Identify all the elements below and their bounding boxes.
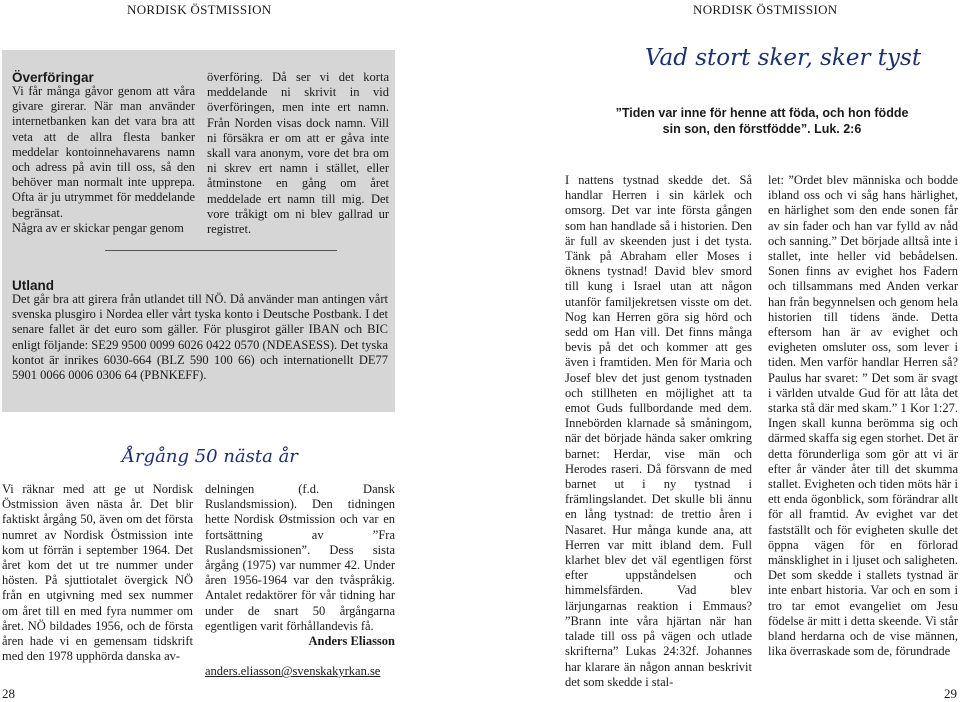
bible-quote: ”Tiden var inne för henne att föda, och hon födde sin son, den förstfödde”. Luk. 2:6 [615, 106, 909, 136]
year50-col2: delningen (f.d. Dansk Ruslandsmission). Den tidningen hette Nordisk Østmission och var en fortsättning av ”Fra Ruslandsmissionen”. Dess sista årgång (1975) var nummer 42. Under åren 1956-1964 var den tvåspråkig. Antalet redaktörer för vår tidning har under de snart 50 årgångarna egentligen varit förhållandevis få. [205, 482, 395, 633]
right-col1: I nattens tystnad skedde det. Så handlar Herren i sin kärlek och omsorg. Det var inte första gången som han handlade så i historien. Den är full av skeenden just i det tysta. Tänk på Abraham eller Moses i öknens tystnad! David blev smord till kung i Israel utan att någon utanför familjekretsen visste om det. Nog kan Herren göra sig hörd och sedd om Han vill. Det finns många bevis på det och kommer att ges även i framtiden. Men för Maria och Josef blev det just genom tystnaden och stillheten en möjlighet att ta emot Guds fullbordande med dem. Innebörden klarnade så småningom, när det började hända saker omkring barnet: Herdar, vise män och Herodes raseri. Då försvann de med barnet ut i ny tystnad i främlingslandet. Det skulle bli ännu en lång tystnad: de trettio åren i Nasaret. Hur många kunde ana, att Herren var mitt ibland dem. Full klarhet blev det väl egentligen först efter uppståndelsen och himmelsfärden. Vad blev lärjungarnas reaktion i Emmaus? ”Brann inte våra hjärtan när han talade till oss på vägen och utlade skrifterna” Lukas 24:32f. Johannes har klarare än någon annan beskrivit det som skedde i stal- [565, 173, 752, 689]
abroad-heading: Utland [12, 278, 54, 293]
right-running-header: NORDISK ÖSTMISSION [693, 2, 838, 17]
year50-col2-block [205, 482, 395, 679]
signature: Anders Eliasson [308, 634, 395, 649]
transfers-col1: Vi får många gåvor genom att våra givare girerar. När man använder internetbanken kan det vara bra att veta att de allra flesta banker meddelar kontoinnehavarens namn och adress på avin till oss, så den behöver man normalt inte upprepa. Ofta är ju utrymmet för meddelande begränsat. Några av er skickar pengar genom [12, 84, 195, 235]
right-page-number: 29 [944, 686, 957, 701]
abroad-body: Det går bra att girera från utlandet till NÖ. Då använder man antingen vårt svenska plusgiro i Nordea eller vårt tyska konto i Deutsche Postbank. I det senare fallet är det euro som gäller. För plusgirot gäller IBAN och BIC enligt följande: SE29 9500 0099 6026 0422 0570 (NDEASESS). Det tyska kontot är inrikes 6030-664 (BLZ 590 100 66) och internationellt DE77 5901 0066 0006 0306 64 (PBNKEFF). [12, 292, 388, 383]
right-col2: let: ”Ordet blev människa och bodde ibland oss och vi såg hans härlighet, en härlighet som den ende sonen får av sin fader och han var fylld av nåd och sanning.” Det började alltså inte i stallet, inte heller vid bebådelsen. Sonen finns av evighet hos Fadern och tillsammans med Anden verkar han från begynnelsen och genom hela historien till tidens ände. Detta eftersom han är av evighet och evigheten omsluter oss, som lever i tiden. Men varför handlar Herren så? Paulus har svaret: ” Det som är svagt i världen utvalde Gud för att låta det starka stå där med skam.” 1 Kor 1:27. Ingen skall kunna berömma sig och därmed skaffa sig egen storhet. Det är detta förunderliga som gör att vi är efter år vänder åter till det skumma stallet. Evigheten och tiden möts här i ett enda ögonblick, som förändrar allt för all framtid. Av evighet var det fastställt och för evigheten skulle det öppna vägen för en förlorad mänsklighet in i ljuset och saligheten. Det som skedde i stallets tystnad är inte enbart historia. Var och en som i tro tar emot evangeliet om Jesu födelse är mitt i detta skeende. Vi står bland herdarna och de vise männen, lika överraskade som de, förundrade [768, 173, 958, 659]
year50-heading: Årgång 50 nästa år [122, 446, 298, 467]
transfers-col1-last: Några av er skickar pengar genom [12, 220, 184, 235]
left-page-number: 28 [2, 686, 15, 701]
right-title: Vad stort sker, sker tyst [645, 45, 922, 71]
year50-col1: Vi räknar med att ge ut Nordisk Östmission även nästa år. Det blir faktiskt årgång 50, även om det första numret av Nordisk Östmission inte kom ut förrän i september 1964. Det året kom det ut tre nummer under hösten. På sjuttiotalet övergick NÖ från en utgivning med sex nummer om året till en med fyra nummer om året. NÖ bildades 1956, och de första åren hade vi en gemensam tidskrift med den 1978 upphörda danska av- [2, 482, 193, 664]
divider-line [105, 250, 337, 251]
email-link-wrap [205, 664, 395, 679]
transfers-col2: överföring. Då ser vi det korta meddelande ni skrivit in vid överföringen, men inte ert namn. Från Norden visas dock namn. Vill ni försäkra er om att er gåva inte skall vara anonym, vore det bra om ni skrev ert namn i stället, eller åtminstone en gång om året meddelade ert namn till mig. Det vore tråkigt om ni blev gallrad ur registret. [207, 70, 389, 237]
email-link[interactable]: anders.eliasson@svenskakyrkan.se [205, 664, 381, 679]
transfers-heading: Överföringar [12, 70, 94, 85]
left-running-header: NORDISK ÖSTMISSION [127, 2, 272, 17]
